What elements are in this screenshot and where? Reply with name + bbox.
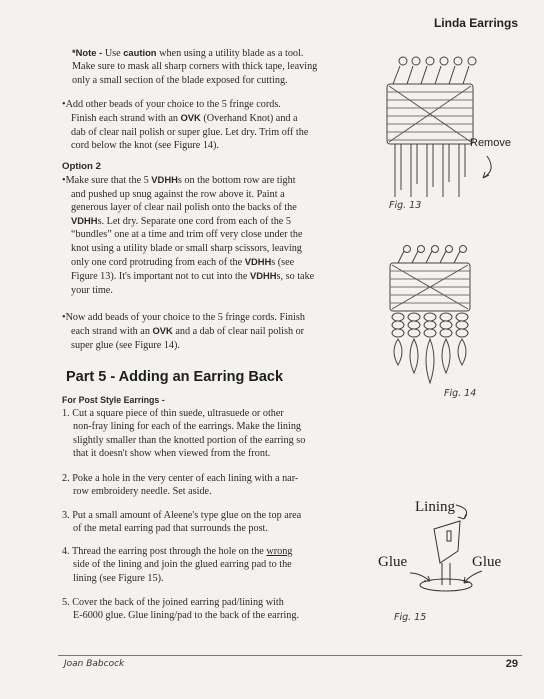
remove-label: Remove	[470, 137, 511, 149]
caution-word: caution	[123, 47, 157, 58]
note-line-3: only a small section of the blade exposed for cutting.	[72, 74, 288, 86]
running-head: Linda Earrings	[433, 16, 518, 30]
footer-rule	[58, 655, 522, 656]
fig-13-caption: Fig. 13	[389, 200, 422, 211]
glue-right-label: Glue	[472, 554, 502, 570]
step-5: 5. Cover the back of the joined earring pad/lining with E-6000 glue. Glue lining/pad to the back of the earring.	[62, 597, 300, 622]
figure-14-illustration	[380, 245, 510, 395]
bullet-fringe-beads: •Add other beads of your choice to the 5 fringe cords. Finish each strand with an OVK (Overhand Knot) and a dab of clear nail polish or super glue. Let dry. Trim off the cord below the knot (see Figure 14).	[62, 99, 309, 151]
glue-left-label: Glue	[378, 554, 408, 570]
part-5-heading: Part 5 - Adding an Earring Back	[66, 369, 284, 385]
option-2-heading: Option 2	[62, 161, 101, 172]
bead-stacks	[392, 313, 468, 337]
note-line-2: Make sure to mask all sharp corners with thick tape, leaving	[72, 61, 318, 73]
figure-13-illustration	[375, 52, 525, 202]
top-loops	[393, 57, 476, 84]
part-5-steps	[62, 394, 346, 407]
top-loops	[398, 246, 467, 264]
step-2: 2. Poke a hole in the very center of each lining with a nar- row embroidery needle. Set aside.	[62, 473, 299, 498]
lining-label: Lining	[415, 499, 455, 515]
page-number: 29	[505, 658, 518, 670]
wrong-word: wrong	[266, 546, 293, 557]
fig-15-caption: Fig. 15	[394, 612, 427, 623]
drop-beads	[394, 339, 466, 383]
note-lead: *Note -	[72, 47, 105, 58]
step-4: 4. Thread the earring post through the hole on the wrong side of the lining and join the glued earring pad to the lining (see Figure 15).	[62, 546, 293, 584]
lining-shape	[434, 521, 460, 563]
step-1: 1. Cut a square piece of thin suede, ultrasuede or other non-fray lining for each of the earrings. Make the lining slightly smaller than the knotted portion of the earring so that it doesn't show when viewed from the front.	[62, 408, 306, 459]
footer-author: Joan Babcock	[64, 659, 125, 669]
note-block	[62, 46, 346, 87]
step-3: 3. Put a small amount of Aleene's type glue on the top area of the metal earring pad that surrounds the post.	[62, 510, 302, 535]
option-2-block: Option 2 •Make sure that the 5 VDHHs on the bottom row are tight and pushed up snug against the row above it. Paint a generous layer of clear nail polish onto the backs of the VDHHs. Let dry. Separate one cord from each of the 5 “bundles” one at a time and trim off very close under the knot using a utility blade or small sharp scissors, leaving only one cord protruding from each of the VDHHs (see Figure 13). It's important not to cut into the VDHHs, so take your time.	[62, 160, 346, 297]
note-line-1: *Note - Use caution when using a utility blade as a tool.	[72, 47, 304, 59]
post-style-subheading: For Post Style Earrings -	[62, 395, 165, 405]
bullet-add-beads: •Now add beads of your choice to the 5 fringe cords. Finish each strand with an OVK and a dab of clear nail polish or super glue (see Figure 14).	[62, 312, 305, 351]
fig-14-caption: Fig. 14	[444, 388, 477, 399]
